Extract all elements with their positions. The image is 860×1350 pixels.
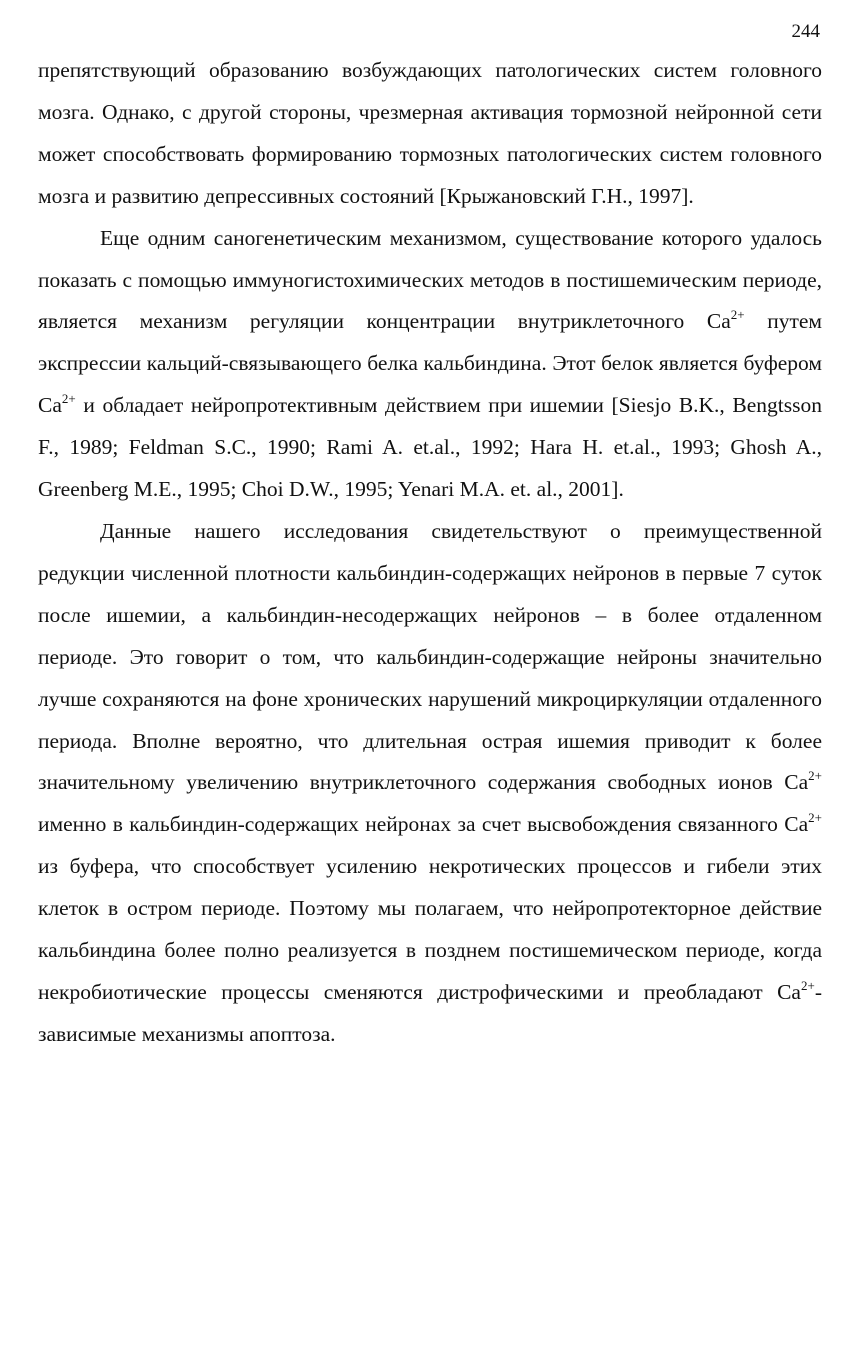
paragraph [38, 511, 822, 1056]
text-run: именно в кальбиндин-содержащих нейронах за счет высвобождения связанного Ca [38, 812, 809, 837]
superscript: 2+ [808, 810, 822, 826]
paragraph [38, 218, 822, 511]
text-run: и обладает нейропротективным действием при ишемии [Siesjo B.K., Bengtsson F., 1989; Feldman S.C., 1990; Rami A. et.al., 1992; Hara H. et.al., 1993; Ghosh A., Greenberg M.E., 1995; Choi D.W., 1995; Yenari M.A. et. al., 2001]. [38, 393, 822, 502]
superscript: 2+ [808, 768, 822, 784]
body-text [38, 50, 822, 1056]
paragraph [38, 50, 822, 218]
text-run: -зависимые механизмы апоптоза. [38, 979, 822, 1046]
superscript: 2+ [800, 977, 815, 993]
superscript: 2+ [730, 307, 745, 323]
text-run: Данные нашего исследования свидетельствуют о преимущественной редукции численной плотности кальбиндин-содержащих нейронов в первые 7 суток после ишемии, а кальбиндин-несодержащих нейронов – в более отдаленном периоде. Это говорит о том, что кальбиндин-содержащие нейроны значительно лучше сохраняются на фоне хронических нарушений микроциркуляции отдаленного периода. Вполне вероятно, что длительная острая ишемия приводит к более значительному увеличению внутриклеточного содержания свободных ионов Ca [38, 518, 822, 795]
text-run: препятствующий образованию возбуждающих патологических систем головного мозга. Однако, с другой стороны, чрезмерная активация тормозной нейронной сети может способствовать формированию тормозных патологических систем головного мозга и развитию депрессивных состояний [Крыжановский Г.Н., 1997]. [38, 58, 822, 208]
text-run: из буфера, что способствует усилению некротических процессов и гибели этих клеток в остром периоде. Поэтому мы полагаем, что нейропротекторное действие кальбиндина более полно реализуется в позднем постишемическом периоде, когда некробиотические процессы сменяются дистрофическими и преобладают Ca [38, 854, 822, 1004]
text-run: Еще одним саногенетическим механизмом, существование которого удалось показать с помощью иммуногистохимических методов в постишемическим периоде, является механизм регуляции концентрации внутриклеточного Ca [38, 225, 822, 334]
page-number: 244 [791, 21, 820, 42]
superscript: 2+ [61, 391, 76, 407]
text-run: путем экспрессии кальций-связывающего белка кальбиндина. Этот белок является буфером Ca [38, 309, 823, 418]
